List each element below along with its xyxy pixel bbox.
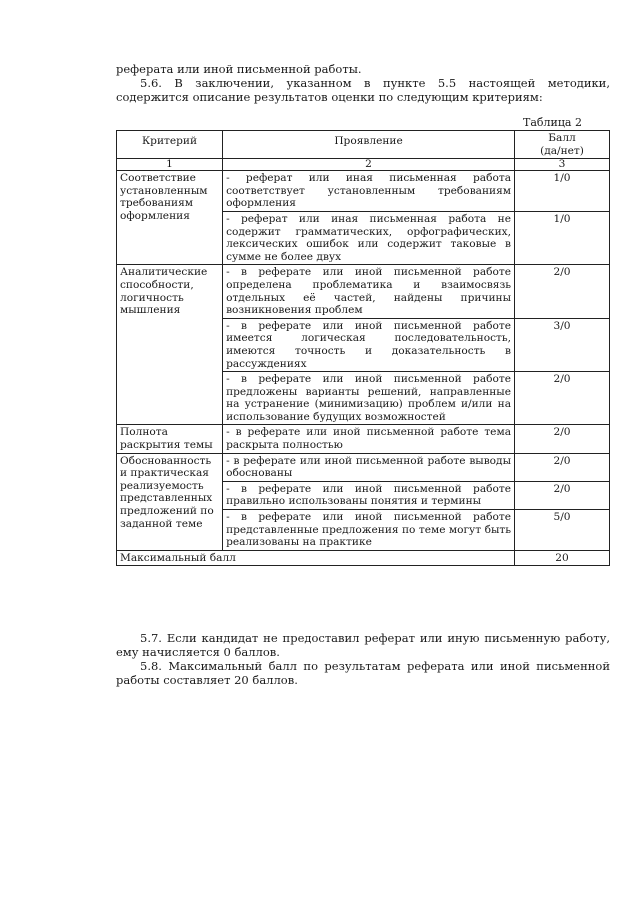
- para-5-8-line-2: работы составляет 20 баллов.: [116, 673, 298, 687]
- max-score-row: [117, 550, 610, 566]
- table-header-row: [117, 131, 610, 159]
- score-cell: 1/0: [515, 211, 610, 264]
- intro-line-0: реферата или иной письменной работы.: [116, 62, 362, 76]
- criterion-validity: Обоснованность и практическая реализуемость представленных предложений по заданной теме: [117, 453, 223, 550]
- manifestation-cell: - в реферате или иной письменной работе правильно использованы понятия и термины: [223, 481, 515, 509]
- intro-line-1: 5.6. В заключении, указанном в пункте 5.5 настоящей методики,: [140, 76, 610, 90]
- criterion-analytical: Аналитические способности, логичность мышления: [117, 265, 223, 425]
- column-number-3: 3: [515, 159, 610, 171]
- score-cell: 2/0: [515, 453, 610, 481]
- column-number-row: [117, 159, 610, 171]
- para-5-8-line-1: 5.8. Максимальный балл по результатам реферата или иной письменной: [140, 659, 610, 673]
- table-row: [117, 171, 610, 212]
- intro-line-2: содержится описание результатов оценки по следующим критериям:: [116, 90, 543, 104]
- criteria-table: [116, 130, 610, 566]
- column-number-1: 1: [117, 159, 223, 171]
- score-cell: 5/0: [515, 510, 610, 551]
- header-manifestation: Проявление: [223, 131, 515, 159]
- header-criterion: Критерий: [117, 131, 223, 159]
- criterion-formatting: Соответствие установленным требованиям оформления: [117, 171, 223, 265]
- column-number-2: 2: [223, 159, 515, 171]
- table-caption: Таблица 2: [523, 116, 582, 129]
- manifestation-cell: - в реферате или иной письменной работе имеется логическая последовательность, имеются точность и доказательность в рассуждениях: [223, 318, 515, 371]
- score-cell: 2/0: [515, 481, 610, 509]
- score-cell: 2/0: [515, 372, 610, 425]
- header-score: [515, 131, 610, 159]
- para-5-7-line-1: 5.7. Если кандидат не предоставил реферат или иную письменную работу,: [140, 631, 610, 645]
- score-cell: 1/0: [515, 171, 610, 212]
- score-cell: 3/0: [515, 318, 610, 371]
- header-score-line1: Балл: [548, 132, 576, 144]
- manifestation-cell: - в реферате или иной письменной работе предложены варианты решений, направленные на устранение (минимизацию) проблем и/или на использование будущих возможностей: [223, 372, 515, 425]
- manifestation-cell: - реферат или иная письменная работа соответствует установленным требованиям оформления: [223, 171, 515, 212]
- criterion-completeness: Полнота раскрытия темы: [117, 425, 223, 453]
- max-score-label: Максимальный балл: [117, 550, 515, 566]
- header-score-line2: (да/нет): [540, 144, 584, 157]
- para-5-7-line-2: ему начисляется 0 баллов.: [116, 645, 280, 659]
- table-row: [117, 265, 610, 318]
- score-cell: 2/0: [515, 265, 610, 318]
- max-score-value: 20: [515, 550, 610, 566]
- manifestation-cell: - реферат или иная письменная работа не содержит грамматических, орфографических, лексических ошибок или содержит таковые в сумме не более двух: [223, 211, 515, 264]
- table-row: [117, 453, 610, 481]
- manifestation-cell: - в реферате или иной письменной работе определена проблематика и взаимосвязь отдельных её частей, найдены причины возникновения проблем: [223, 265, 515, 318]
- table-row: [117, 425, 610, 453]
- manifestation-cell: - в реферате или иной письменной работе выводы обоснованы: [223, 453, 515, 481]
- score-cell: 2/0: [515, 425, 610, 453]
- manifestation-cell: - в реферате или иной письменной работе представленные предложения по теме могут быть реализованы на практике: [223, 510, 515, 551]
- manifestation-cell: - в реферате или иной письменной работе тема раскрыта полностью: [223, 425, 515, 453]
